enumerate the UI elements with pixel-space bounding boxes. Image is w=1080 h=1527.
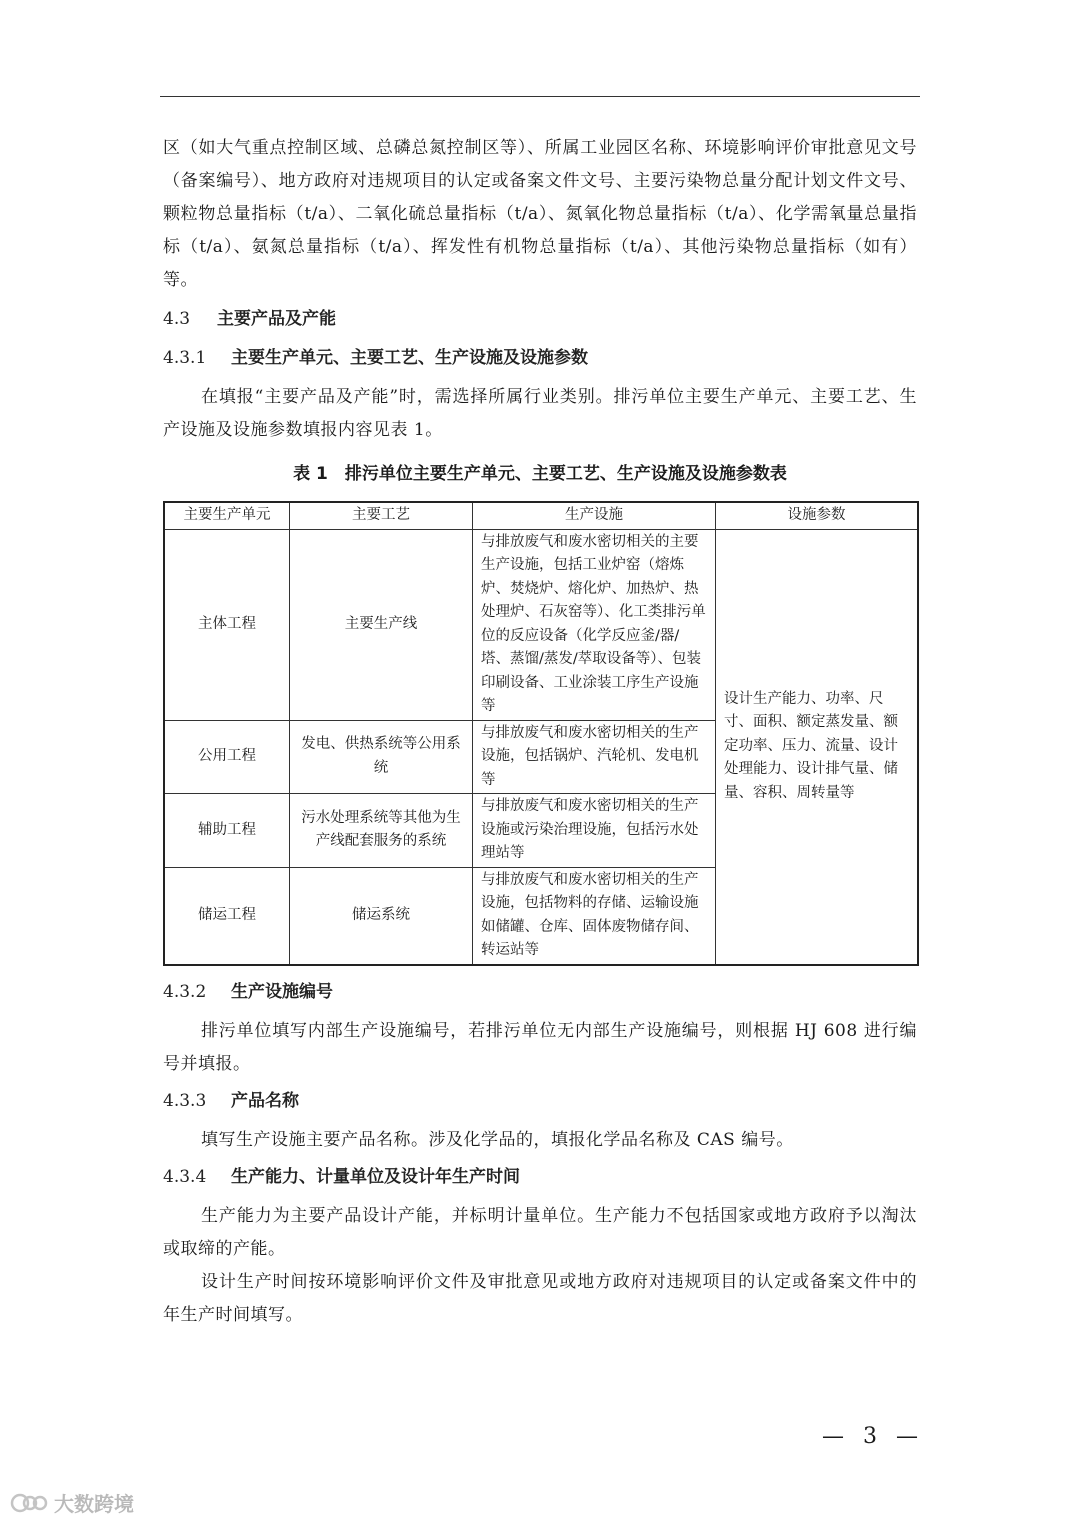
table-header-row [164, 502, 918, 529]
watermark-logo-icon [10, 1491, 50, 1515]
section-number: 4.3.4 [163, 1166, 207, 1187]
page-number: — 3 — [822, 1424, 924, 1449]
section-title: 主要产品及产能 [217, 309, 336, 329]
facility-parameter-table [163, 501, 919, 966]
facility-cell: 与排放废气和废水密切相关的生产设施或污染治理设施，包括污水处理站等 [473, 794, 716, 868]
section-4-3-heading [163, 303, 917, 336]
section-title: 主要生产单元、主要工艺、生产设施及设施参数 [231, 348, 588, 368]
unit-cell: 辅助工程 [164, 794, 290, 868]
section-4-3-3-body: 填写生产设施主要产品名称。涉及化学品的，填报化学品名称及 CAS 编号。 [201, 1129, 794, 1150]
section-4-3-4-body-2: 设计生产时间按环境影响评价文件及审批意见或地方政府对违规项目的认定或备案文件中的年生产时间填写。 [163, 1271, 917, 1325]
facility-cell: 与排放废气和废水密切相关的主要生产设施，包括工业炉窑（熔炼炉、焚烧炉、熔化炉、加热炉、热处理炉、石灰窑等）、化工类排污单位的反应设备（化学反应釜/器/塔、蒸馏/蒸发/萃取设备等）、包装印刷设备、工业涂装工序生产设施等 [473, 529, 716, 720]
parameters-cell: 设计生产能力、功率、尺寸、面积、额定蒸发量、额定功率、压力、流量、设计处理能力、设计排气量、储量、容积、周转量等 [716, 529, 919, 965]
watermark [10, 1488, 134, 1517]
facility-cell: 与排放废气和废水密切相关的生产设施，包括物料的存储、运输设施如储罐、仓库、固体废物储存间、转运站等 [473, 867, 716, 965]
section-number: 4.3.2 [163, 981, 207, 1002]
section-4-3-2-body: 排污单位填写内部生产设施编号，若排污单位无内部生产设施编号，则根据 HJ 608 进行编号并填报。 [163, 1020, 917, 1074]
section-number: 4.3.1 [163, 348, 207, 368]
table-caption: 表 1 排污单位主要生产单元、主要工艺、生产设施及设施参数表 [293, 464, 787, 484]
section-4-3-1-body: 在填报“主要产品及产能”时，需选择所属行业类别。排污单位主要生产单元、主要工艺、生产设施及设施参数填报内容见表 1。 [163, 387, 917, 440]
unit-cell: 主体工程 [164, 529, 290, 720]
section-4-3-2-heading [163, 976, 917, 1009]
header-rule [160, 96, 920, 97]
section-4-3-3-heading [163, 1085, 917, 1118]
unit-cell: 公用工程 [164, 720, 290, 794]
process-cell: 主要生产线 [290, 529, 473, 720]
table-row [164, 529, 918, 720]
watermark-text: 大数跨境 [54, 1492, 134, 1516]
process-cell: 储运系统 [290, 867, 473, 965]
column-header: 主要工艺 [290, 502, 473, 529]
unit-cell: 储运工程 [164, 867, 290, 965]
section-title: 生产能力、计量单位及设计年生产时间 [231, 1166, 520, 1187]
intro-paragraph: 区（如大气重点控制区域、总磷总氮控制区等）、所属工业园区名称、环境影响评价审批意见文号（备案编号）、地方政府对违规项目的认定或备案文件文号、主要污染物总量分配计划文件文号、颗粒物总量指标（t/a）、二氧化硫总量指标（t/a）、氮氧化物总量指标（t/a）、化学需氧量总量指标（t/a）、氨氮总量指标（t/a）、挥发性有机物总量指标（t/a）、其他污染物总量指标（如有）等。 [163, 138, 917, 290]
section-4-3-4-body-1: 生产能力为主要产品设计产能，并标明计量单位。生产能力不包括国家或地方政府予以淘汰或取缔的产能。 [163, 1205, 917, 1259]
section-4-3-1-heading [163, 342, 917, 375]
process-cell: 发电、供热系统等公用系统 [290, 720, 473, 794]
column-header: 主要生产单元 [164, 502, 290, 529]
document-body [163, 132, 917, 1332]
column-header: 设施参数 [716, 502, 919, 529]
section-title: 生产设施编号 [231, 981, 333, 1002]
section-number: 4.3 [163, 309, 191, 329]
section-4-3-4-heading [163, 1161, 917, 1194]
facility-cell: 与排放废气和废水密切相关的生产设施，包括锅炉、汽轮机、发电机等 [473, 720, 716, 794]
section-number: 4.3.3 [163, 1090, 207, 1111]
section-title: 产品名称 [231, 1090, 299, 1111]
column-header: 生产设施 [473, 502, 716, 529]
process-cell: 污水处理系统等其他为生产线配套服务的系统 [290, 794, 473, 868]
